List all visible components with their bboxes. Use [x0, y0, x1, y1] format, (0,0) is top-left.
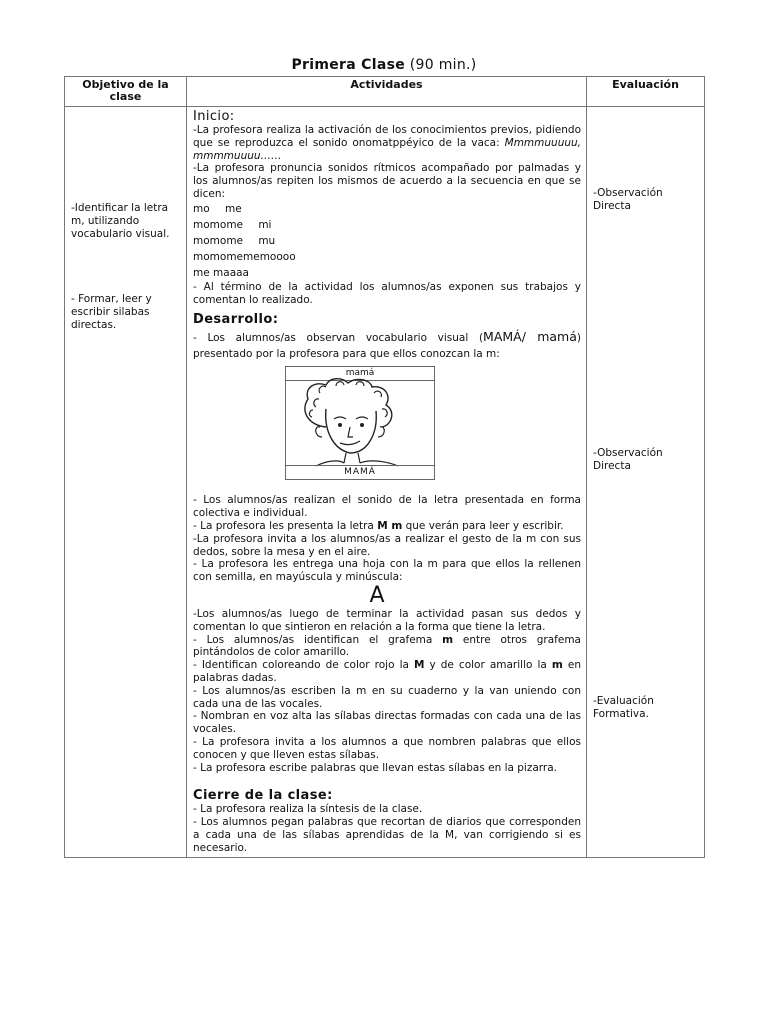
item-text-end: que verán para leer y escribir.: [402, 519, 564, 532]
syllable: meme: [226, 250, 260, 263]
syllable-line-1: [193, 201, 581, 217]
cierre-item: - Los alumnos pegan palabras que recortan de diarios que corresponden a cada una de las sílabas aprendidas de la M, van corrigiendo si es necesario.: [193, 816, 581, 854]
syllable: me: [226, 218, 244, 231]
syllable-line-5: [193, 265, 581, 281]
inicio-heading: Inicio:: [193, 109, 235, 124]
inicio-paragraph-2: -La profesora pronuncia sonidos rítmicos acompañado por palmadas y los alumnos/as repiten los mismos de acuerdo a la secuencia en que se dicen:: [193, 162, 581, 200]
desarrollo-item-colores: [193, 659, 581, 685]
cierre-heading: Cierre de la clase:: [193, 788, 333, 804]
objective-1: -Identificar la letra m, utilizando vocabulario visual.: [71, 202, 170, 240]
letter-m: m: [442, 633, 454, 646]
desarrollo-item: - Los alumnos/as escriben la m en su cuaderno y la van uniendo con cada una de las vocales.: [193, 684, 581, 710]
syllable: momo: [193, 234, 227, 247]
evaluation-2: -Observación Directa: [593, 447, 663, 472]
item-text: - La profesora les presenta la letra: [193, 519, 378, 532]
desarrollo-item: - La profesora escribe palabras que llevan estas sílabas en la pizarra.: [193, 761, 558, 774]
content-row: [65, 107, 705, 858]
title-duration: (90 min.): [405, 57, 477, 73]
desarrollo-item-grafema: [193, 634, 581, 660]
syllable: momo: [193, 218, 227, 231]
syllable-line-3: [193, 233, 581, 249]
syllable-line-2: [193, 217, 581, 233]
inicio-paragraph-3: - Al término de la actividad los alumnos/as exponen sus trabajos y comentan lo realizado.: [193, 280, 581, 306]
illustration-caption-top: mamá: [286, 367, 434, 381]
syllable: momo: [193, 250, 227, 263]
syllable: mu: [258, 234, 276, 247]
desarrollo-item: - La profesora les entrega una hoja con la m para que ellos la rellenen con semilla, en mayúscula y minúscula:: [193, 558, 581, 584]
desarrollo-item: - La profesora invita a los alumnos a que nombren palabras que ellos conocen y que lleven estas sílabas.: [193, 735, 581, 761]
intro-text-end: ) presentado por la profesora para que ellos conozcan la m:: [193, 332, 582, 361]
item-text: - Identifican coloreando de color rojo la: [193, 659, 414, 672]
intro-word: MAMÁ/ mamá: [483, 329, 577, 345]
mama-face-drawing: [286, 367, 434, 479]
cow-sound: Mmmmuuuuu, mmmmuuuu……: [193, 136, 581, 162]
desarrollo-item: - Nombran en voz alta las sílabas directas formadas con cada una de las vocales.: [193, 710, 581, 736]
header-row: [65, 77, 705, 107]
inicio-paragraph-1: [193, 124, 581, 162]
desarrollo-heading: Desarrollo:: [193, 312, 279, 328]
desarrollo-item: - Los alumnos/as realizan el sonido de la letra presentada en forma colectiva e individual.: [193, 494, 581, 520]
syllable: mo: [193, 202, 210, 215]
desarrollo-item: -Los alumnos/as luego de terminar la actividad pasan sus dedos y comentan lo que sintieron en relación a la forma que tiene la letra.: [193, 607, 581, 633]
item-text-end: en palabras dadas.: [193, 659, 581, 684]
inicio-p1-text: -La profesora realiza la activación de los conocimientos previos, pidiendo que se reproduzca el sonido onomatppéyico de la vaca:: [193, 124, 581, 149]
syllable: me: [226, 234, 244, 247]
header-activities: Actividades: [187, 77, 587, 107]
evaluation-cell: [587, 107, 705, 858]
syllable-line-4: [193, 249, 581, 265]
header-evaluation: Evaluación: [587, 77, 705, 107]
item-text-mid: y de color amarillo la: [424, 659, 552, 672]
desarrollo-intro: [193, 329, 581, 362]
activities-content: [187, 107, 586, 857]
objective-cell: [65, 107, 187, 858]
syllable: moooo: [259, 250, 296, 263]
letter-M: M: [413, 659, 425, 672]
header-objective: Objetivo de la clase: [65, 77, 187, 107]
item-text-end: entre otros grafema pintándolos de color amarillo.: [193, 633, 581, 659]
evaluation-3: -Evaluación Formativa.: [593, 695, 654, 720]
syllable: me: [225, 202, 242, 215]
desarrollo-item-mm: [193, 520, 581, 533]
item-text: - Los alumnos/as identifican el grafema: [193, 633, 443, 646]
big-letter: A: [369, 582, 385, 608]
intro-text: - Los alumnos/as observan vocabulario visual (: [193, 332, 484, 345]
syllable: mi: [258, 218, 272, 231]
lesson-plan-table: [64, 76, 705, 858]
objective-2: - Formar, leer y escribir silabas directas.: [71, 293, 152, 331]
desarrollo-item: -La profesora invita a los alumnos/as a realizar el gesto de la m con sus dedos, sobre la mesa y en el aire.: [193, 532, 581, 558]
syllable: me maaaa: [193, 266, 249, 279]
page-title: [0, 57, 768, 73]
title-bold: Primera Clase: [291, 57, 406, 73]
mama-illustration: [285, 366, 435, 480]
letter-m: m: [551, 659, 563, 672]
activities-cell: [187, 107, 587, 858]
illustration-caption-bottom: MAMÁ: [286, 465, 434, 479]
letter-mm: M m: [377, 519, 403, 532]
evaluation-1: -Observación Directa: [593, 187, 663, 212]
cierre-item: - La profesora realiza la síntesis de la clase.: [193, 803, 423, 816]
